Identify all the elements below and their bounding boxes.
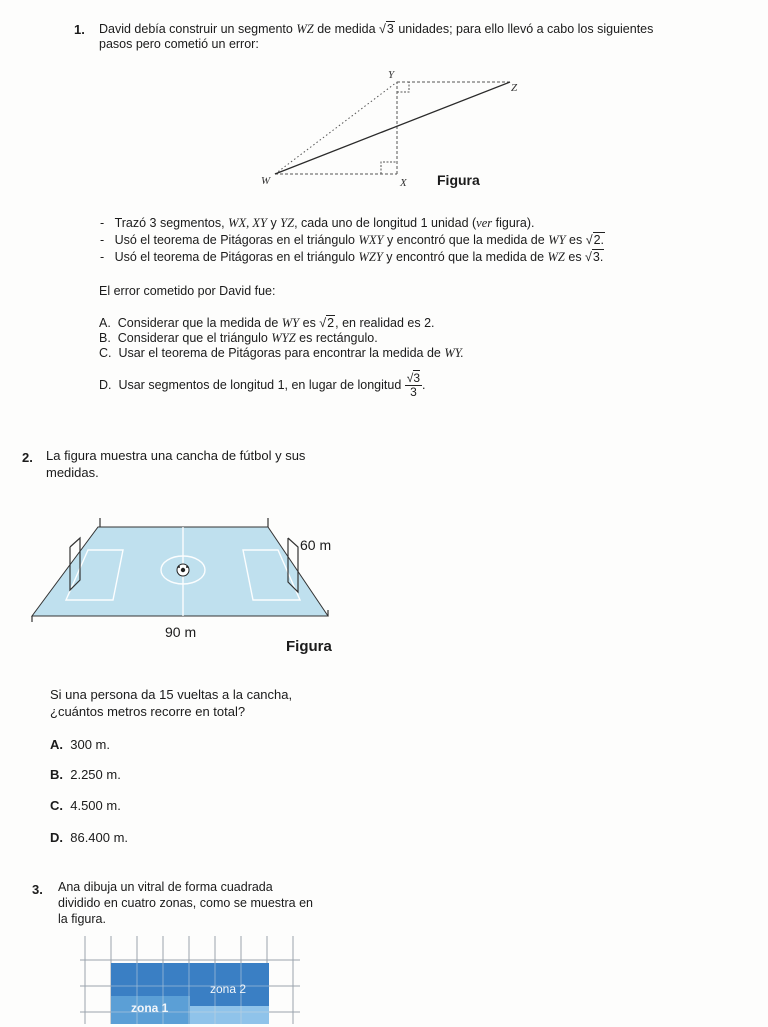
q1-stem-line1: David debía construir un segmento WZ de medida √3 unidades; para ello llevó a cabo los siguientes <box>99 22 654 36</box>
q3-stem-line3: la figura. <box>58 912 106 926</box>
q2-stem-line1: La figura muestra una cancha de fútbol y sus <box>46 448 306 463</box>
segment-wy <box>275 82 397 174</box>
zone-3-region <box>190 1006 269 1024</box>
q2-option-c[interactable]: C. 4.500 m. <box>50 798 121 813</box>
q1-figure <box>255 62 535 192</box>
q2-option-d[interactable]: D. 86.400 m. <box>50 830 129 845</box>
q1-option-b[interactable]: B. Considerar que el triángulo WYZ es rectángulo. <box>99 331 378 345</box>
point-y: Y <box>388 69 395 81</box>
q3-stem-line2: dividido en cuatro zonas, como se muestra en <box>58 896 313 910</box>
q1-option-d[interactable]: D. Usar segmentos de longitud 1, en lugar de longitud $\frac{√3}{3}$ . <box>99 371 426 399</box>
zone-2-label: zona 2 <box>210 982 247 996</box>
q1-option-c[interactable]: C. Usar el teorema de Pitágoras para encontrar la medida de WY. <box>99 346 464 360</box>
zone-1-label: zona 1 <box>131 1001 169 1015</box>
q2-option-a[interactable]: A. 300 m. <box>50 737 110 752</box>
q2-field-figure <box>28 512 338 622</box>
q2-figure-caption: Figura <box>286 638 332 655</box>
q1-number: 1. <box>74 22 85 37</box>
point-w: W <box>261 175 271 187</box>
q1-figure-caption: Figura <box>437 172 480 188</box>
q3-vitral-figure <box>80 936 300 1024</box>
field-length-label: 90 m <box>165 624 197 640</box>
q1-step-3: - Usó el teorema de Pitágoras en el triángulo WZY y encontró que la medida de WZ es √3. <box>100 250 604 264</box>
sqrt-3: √3 <box>379 22 394 36</box>
q2-question-line2: ¿cuántos metros recorre en total? <box>50 704 246 719</box>
q1-error-prompt: El error cometido por David fue: <box>99 284 276 298</box>
q1-step-2: - Usó el teorema de Pitágoras en el triángulo WXY y encontró que la medida de WY es √2. <box>100 233 605 247</box>
q2-number: 2. <box>22 450 33 465</box>
q3-stem-line1: Ana dibuja un vitral de forma cuadrada <box>58 880 273 894</box>
fraction-sqrt3-over-3: $\frac{√3}{3}$ <box>406 371 421 399</box>
q1-option-a[interactable]: A. Considerar que la medida de WY es √2, en realidad es 2. <box>99 316 435 330</box>
segment-wz <box>275 82 510 174</box>
field-width-label: 60 m <box>300 537 332 553</box>
q1-stem-line2: pasos pero cometió un error: <box>99 37 259 51</box>
q3-number: 3. <box>32 882 43 897</box>
q2-question-line1: Si una persona da 15 vueltas a la cancha, <box>50 687 293 702</box>
point-z: Z <box>511 82 518 94</box>
right-angle-y <box>397 82 409 92</box>
right-angle-x <box>381 162 397 174</box>
point-x: X <box>400 177 407 189</box>
q2-option-b[interactable]: B. 2.250 m. <box>50 767 121 782</box>
q1-step-1: - Trazó 3 segmentos, WX, XY y YZ, cada uno de longitud 1 unidad (ver figura). <box>100 216 535 230</box>
q2-stem-line2: medidas. <box>46 465 99 480</box>
